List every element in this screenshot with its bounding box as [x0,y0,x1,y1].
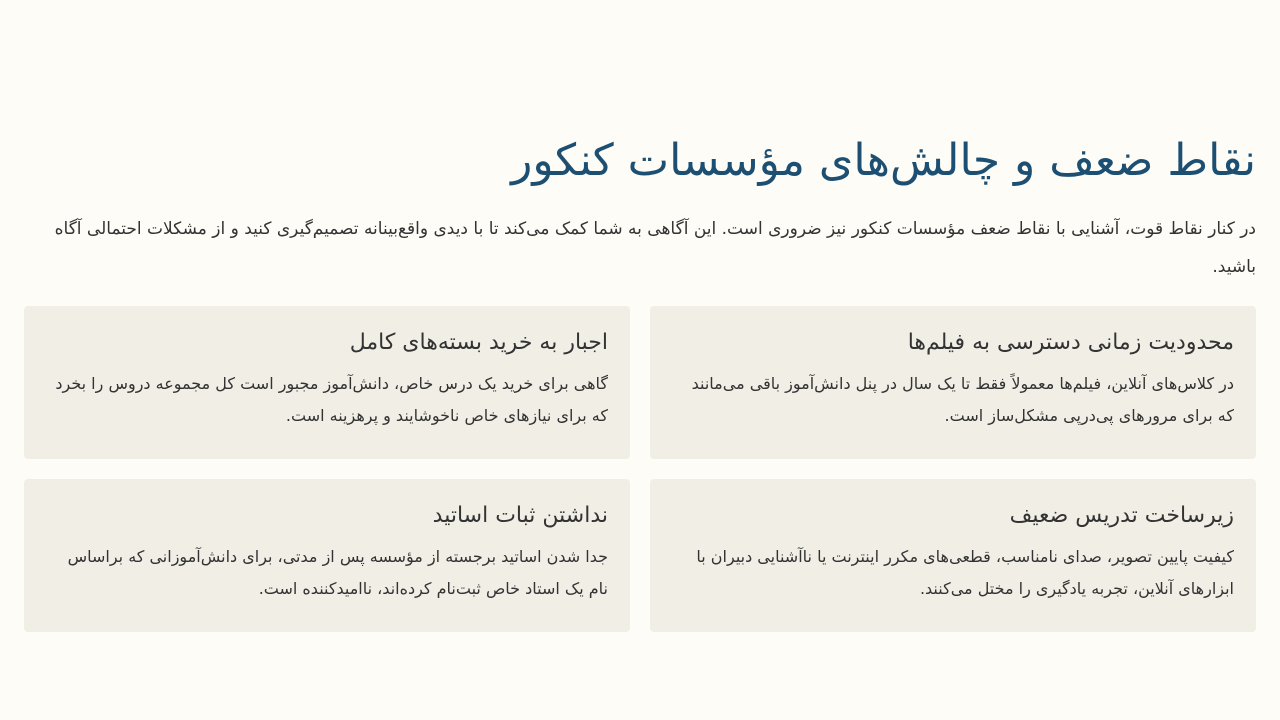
card-body: گاهی برای خرید یک درس خاص، دانش‌آموز مجبور است کل مجموعه دروس را بخرد که برای نیازهای خاص ناخوشایند و پرهزینه است. [55,374,608,425]
card-teacher-instability [24,479,630,632]
card-body: جدا شدن اساتید برجسته از مؤسسه پس از مدتی، برای دانش‌آموزانی که براساس نام یک استاد خاص ثبت‌نام کرده‌اند، ناامیدکننده است. [67,547,608,598]
card-title: محدودیت زمانی دسترسی به فیلم‌ها [907,330,1234,355]
intro-paragraph: در کنار نقاط قوت، آشنایی با نقاط ضعف مؤسسات کنکور نیز ضروری است. این آگاهی به شما کمک می‌کند تا با دیدی واقع‌بینانه تصمیم‌گیری کنید و از مشکلات احتمالی آگاه باشید. [54,219,1256,277]
card-title: زیرساخت تدریس ضعیف [1009,503,1234,528]
card-title: نداشتن ثبات اساتید [432,503,608,528]
card-forced-package-purchase [24,306,630,459]
cards-grid [24,306,1256,632]
card-body: در کلاس‌های آنلاین، فیلم‌ها معمولاً فقط تا یک سال در پنل دانش‌آموز باقی می‌مانند که برای مرورهای پی‌درپی مشکل‌ساز است. [691,374,1234,425]
card-title: اجبار به خرید بسته‌های کامل [349,330,608,355]
page-title: نقاط ضعف و چالش‌های مؤسسات کنکور [511,135,1256,186]
card-body: کیفیت پایین تصویر، صدای نامناسب، قطعی‌های مکرر اینترنت یا ناآشنایی دبیران با ابزارهای آنلاین، تجربه یادگیری را مختل می‌کنند. [696,547,1234,598]
card-weak-infrastructure [650,479,1256,632]
card-video-access-limit [650,306,1256,459]
